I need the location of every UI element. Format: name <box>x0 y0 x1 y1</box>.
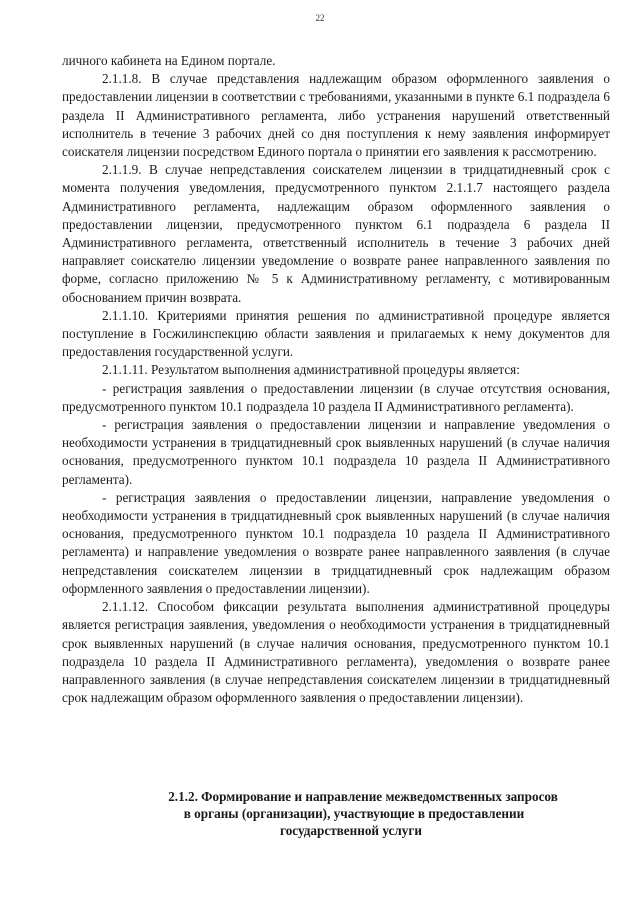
section-heading-line: 2.1.2. Формирование и направление межведомственных запросов <box>168 789 558 804</box>
paragraph-2-1-1-10: 2.1.1.10. Критериями принятия решения по административной процедуре является поступление в Госжилинспекцию области заявления и прилагаемых к нему документов для предоставления государственной услуги. <box>62 307 610 360</box>
section-heading-line: в органы (организации), участвующие в предоставлении <box>183 806 525 821</box>
list-item-result-3: - регистрация заявления о предоставлении лицензии, направление уведомления о необходимости устранения в тридцатидневный срок выявленных нарушений (в случае наличия основания, предусмотренного пунктом 10.1 подраздела 10 раздела II Административного регламента) и направление уведомления о возврате ранее направленного заявления (в случае непредставления соискателем лицензии в тридцатидневный срок надлежащим образом оформленного заявления о предоставлении лицензии). <box>62 489 610 596</box>
paragraph-2-1-1-9: 2.1.1.9. В случае непредставления соискателем лицензии в тридцатидневный срок с момента получения уведомления, предусмотренного пунктом 2.1.1.7 настоящего раздела Административного регламента, надлежащим образом оформленного заявления о предоставлении лицензии, предусмотренного пунктом 6.1 подраздела 6 раздела II Административного регламента, ответственный исполнитель в течение 3 рабочих дней направляет соискателю лицензии уведомление о возврате ранее направленного заявления по форме, согласно приложению № 5 к Административному регламенту, с мотивированным обоснованием причин возврата. <box>62 162 610 305</box>
list-item-result-1: - регистрация заявления о предоставлении лицензии (в случае отсутствия основания, предусмотренного пунктом 10.1 подраздела 10 раздела II Административного регламента). <box>62 380 610 414</box>
paragraph-2-1-1-11: 2.1.1.11. Результатом выполнения административной процедуры является: <box>102 362 520 378</box>
page-number: 22 <box>315 13 325 23</box>
paragraph-2-1-1-12: 2.1.1.12. Способом фиксации результата выполнения административной процедуры является регистрация заявления, уведомления о необходимости устранения в тридцатидневный срок выявленных нарушений (в случае наличия основания, предусмотренного пунктом 10.1 подраздела 10 раздела II Административного регламента), уведомления о возврате ранее направленного заявления (в случае непредставления соискателем лицензии в тридцатидневный срок надлежащим образом оформленного заявления о предоставлении лицензии). <box>62 599 610 706</box>
paragraph-2-1-1-8: 2.1.1.8. В случае представления надлежащим образом оформленного заявления о предоставлении лицензии в соответствии с требованиями, указанными в пункте 6.1 подраздела 6 раздела II Административного регламента, либо устранения нарушений ответственный исполнитель в течение 3 рабочих дней со дня поступления к нему заявления информирует соискателя лицензии посредством Единого портала о принятии его заявления к рассмотрению. <box>62 71 610 160</box>
document-body <box>62 52 610 707</box>
paragraph-continuation: личного кабинета на Едином портале. <box>62 53 276 68</box>
section-heading-line: государственной услуги <box>280 823 422 838</box>
section-heading-2-1-2 <box>62 788 610 839</box>
list-item-result-2: - регистрация заявления о предоставлении лицензии и направление уведомления о необходимости устранения в тридцатидневный срок выявленных нарушений (в случае наличия основания, предусмотренного пунктом 10.1 подраздела 10 раздела II Административного регламента). <box>62 417 610 487</box>
